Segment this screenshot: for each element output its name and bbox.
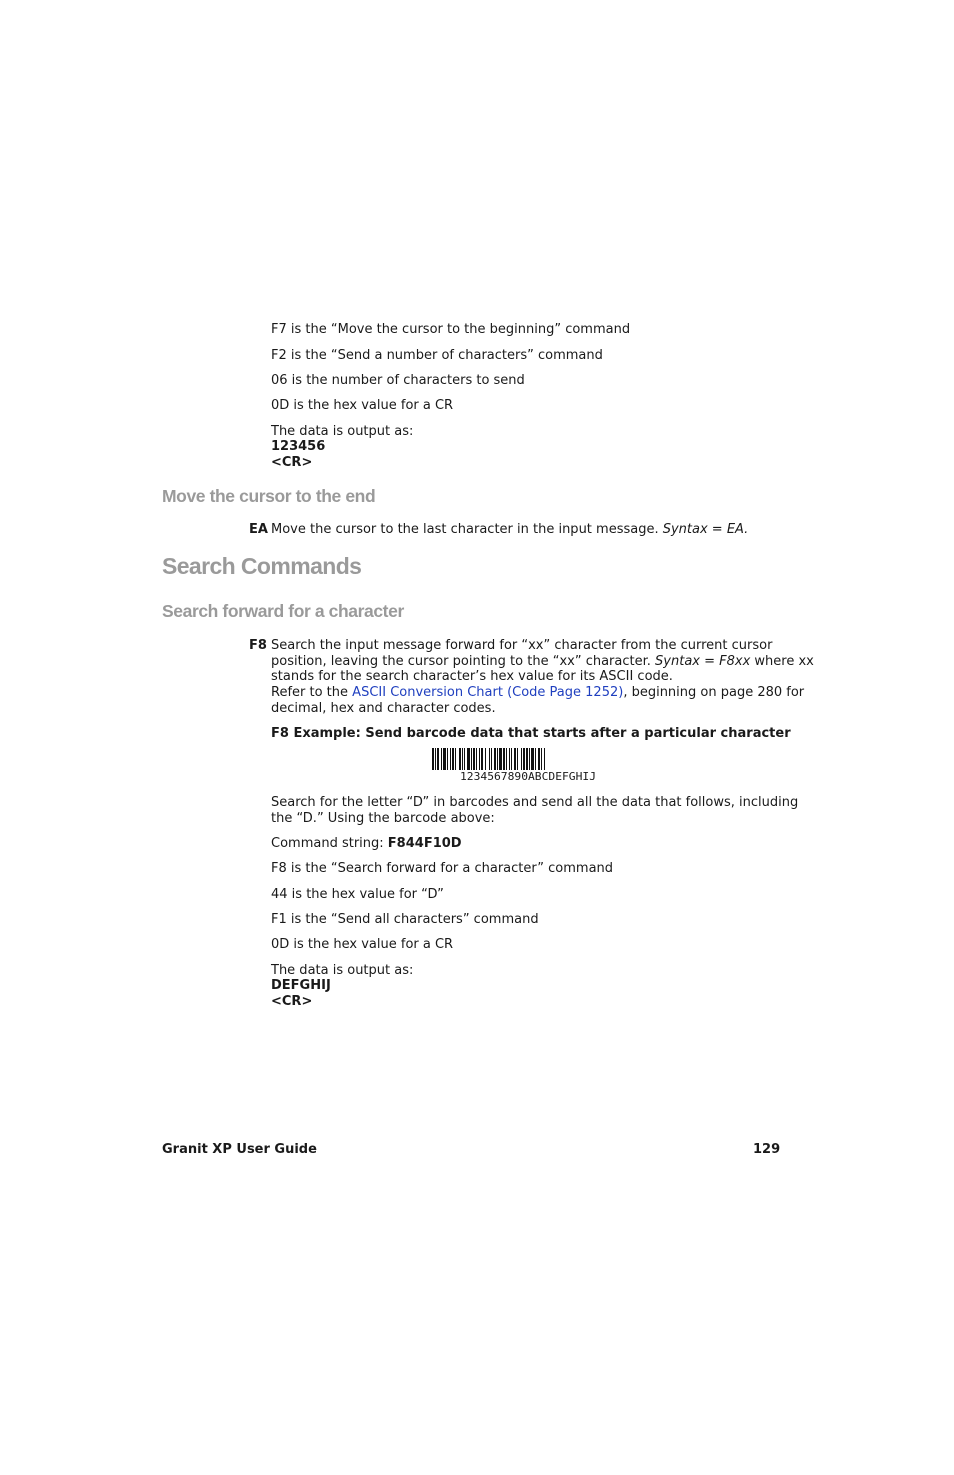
text-0d-line: 0D is the hex value for a CR [271, 398, 454, 413]
text-44-line: 44 is the hex value for “D” [271, 887, 444, 902]
barcode-bars [432, 748, 545, 770]
barcode-image [430, 748, 626, 784]
f8-desc-line3: stands for the search character’s hex value for its ASCII code. [271, 669, 673, 684]
barcode-bar [544, 748, 545, 770]
text-output-cr: <CR> [271, 455, 313, 470]
text-output-label: The data is output as: [271, 424, 414, 439]
heading-move-cursor-end: Move the cursor to the end [162, 486, 376, 506]
heading-search-commands: Search Commands [162, 553, 362, 579]
barcode-bar [450, 748, 451, 770]
barcode-bar [494, 748, 496, 770]
text-output-label-2: The data is output as: [271, 963, 414, 978]
barcode-bar [473, 748, 475, 770]
barcode-bar [538, 748, 540, 770]
ea-description [271, 522, 791, 538]
barcode-bar [523, 748, 525, 770]
refer-suffix: , beginning on page 280 for [623, 685, 805, 700]
barcode-bar [462, 748, 463, 770]
barcode-bar [541, 748, 542, 770]
search-line1: Search for the letter “D” in barcodes and send all the data that follows, including [271, 795, 799, 810]
barcode-bar [489, 748, 490, 770]
text-0d-line-2: 0D is the hex value for a CR [271, 937, 454, 952]
barcode-bar [514, 748, 516, 770]
text-output-value: 123456 [271, 439, 326, 454]
f8-refer-line2: decimal, hex and character codes. [271, 701, 496, 716]
ea-syntax: Syntax = EA. [662, 522, 749, 537]
barcode-bar [432, 748, 434, 770]
ascii-chart-link[interactable]: ASCII Conversion Chart (Code Page 1252) [352, 685, 624, 700]
heading-search-forward: Search forward for a character [162, 601, 404, 621]
text-output-cr-2: <CR> [271, 994, 313, 1009]
ea-desc-text: Move the cursor to the last character in the input message. [271, 522, 659, 537]
barcode-bar [455, 748, 456, 770]
barcode-bar [476, 748, 477, 770]
barcode-bar [452, 748, 454, 770]
barcode-bar [467, 748, 470, 770]
search-line2: the “D.” Using the barcode above: [271, 811, 495, 826]
barcode-bar [517, 748, 518, 770]
cmd-label-ea: EA [249, 522, 268, 537]
barcode-bar [471, 748, 472, 770]
barcode-bar [535, 748, 536, 770]
barcode-bar [464, 748, 465, 770]
barcode-bar [526, 748, 528, 770]
text-06-line: 06 is the number of characters to send [271, 373, 525, 388]
command-value: F844F10D [387, 836, 462, 851]
barcode-bar [497, 748, 498, 770]
barcode-bar [437, 748, 439, 770]
cmd-label-f8: F8 [249, 638, 267, 653]
barcode-bar [485, 748, 486, 770]
barcode-bar [529, 748, 530, 770]
text-output-value-2: DEFGHIJ [271, 978, 331, 993]
barcode-bar [499, 748, 502, 770]
barcode-bar [506, 748, 507, 770]
f8-example-title: F8 Example: Send barcode data that starts after a particular character [271, 726, 791, 741]
barcode-bar [509, 748, 510, 770]
barcode-bar [491, 748, 492, 770]
barcode-bar [479, 748, 480, 770]
f8-desc-line2-a: position, leaving the cursor pointing to the “xx” character. [271, 654, 651, 669]
barcode-bar [447, 748, 448, 770]
text-f1-line: F1 is the “Send all characters” command [271, 912, 539, 927]
footer-page-number: 129 [753, 1142, 781, 1157]
command-string-line [271, 836, 791, 852]
text-f2-line: F2 is the “Send a number of characters” command [271, 348, 603, 363]
f8-desc-line2-b: where xx [754, 654, 814, 669]
barcode-bar [521, 748, 522, 770]
refer-prefix: Refer to the [271, 685, 349, 700]
text-f8-line: F8 is the “Search forward for a character” command [271, 861, 614, 876]
barcode-bar [435, 748, 436, 770]
command-label: Command string: [271, 836, 384, 851]
f8-syntax: Syntax = F8xx [655, 654, 751, 669]
barcode-bar [511, 748, 512, 770]
barcode-bar [441, 748, 442, 770]
f8-desc-line1: Search the input message forward for “xx” character from the current cursor [271, 638, 773, 653]
barcode-bar [503, 748, 505, 770]
f8-refer-line [271, 685, 805, 701]
barcode-text: 1234567890ABCDEFGHIJ [460, 770, 596, 783]
text-f7-line: F7 is the “Move the cursor to the beginning” command [271, 322, 631, 337]
barcode-bar [459, 748, 461, 770]
barcode-bar [531, 748, 534, 770]
barcode-bar [443, 748, 446, 770]
f8-desc-line2 [271, 654, 814, 670]
footer-title: Granit XP User Guide [162, 1142, 317, 1157]
barcode-bar [481, 748, 483, 770]
